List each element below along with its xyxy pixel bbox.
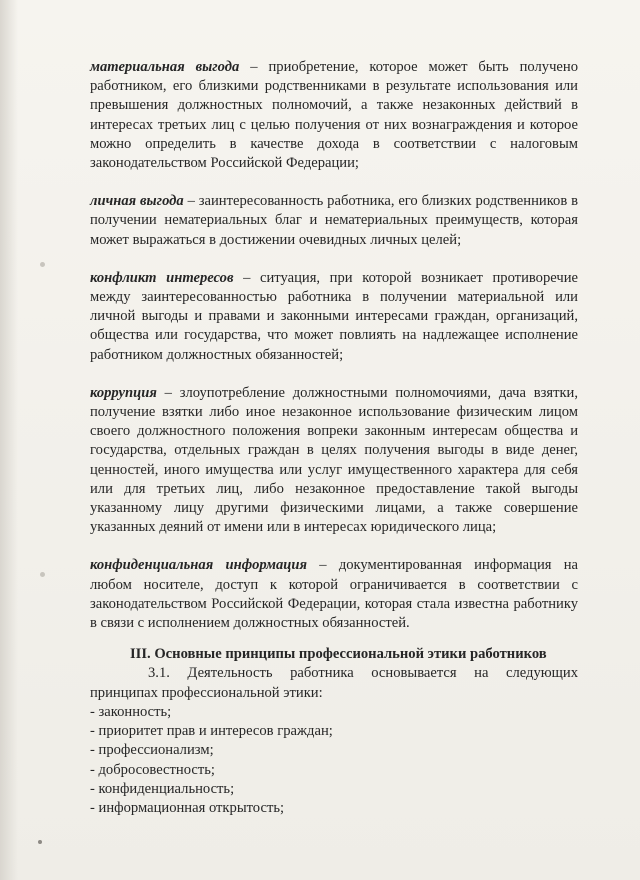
definition-paragraph (90, 192, 578, 250)
definition-term: коррупция (90, 384, 157, 401)
definition-paragraph (90, 58, 578, 173)
definition-term: конфликт интересов (90, 269, 234, 286)
section-intro: 3.1. Деятельность работника основывается на следующих принципах профессиональной этики: (90, 665, 578, 701)
definition-paragraph (90, 269, 578, 365)
principle-item: - информационная открытость; (90, 799, 285, 816)
principle-item: - приоритет прав и интересов граждан; (90, 723, 333, 740)
definition-text: – ситуация, при которой возникает противоречие между заинтересованностью работника в получении материальной или личной выгоды и правами и законными интересами граждан, организаций, общества или государства, что может повлиять на надлежащее исполнение работником должностных обязанностей; (90, 269, 579, 363)
definition-paragraph (90, 384, 578, 538)
principle-item: - конфиденциальность; (90, 780, 235, 797)
definition-term: личная выгода (90, 193, 184, 210)
principle-item: - профессионализм; (90, 742, 214, 759)
scan-speck (38, 840, 42, 844)
definition-text: – злоупотребление должностными полномочиями, дача взятки, получение взятки либо иное незаконное использование физическим лицом своего должностного положения вопреки законным интересам общества и государства, отдельных граждан в целях получения выгоды в виде денег, ценностей, иного имущества или услуг имущественного характера для себя или для третьих лиц, либо незаконное предоставление такой выгоды указанному лицу другими физическими лицами, а также совершение указанных деяний от имени или в интересах юридического лица; (90, 384, 578, 536)
principle-item: - законность; (90, 703, 172, 720)
principle-item: - добросовестность; (90, 761, 215, 778)
section-heading: III. Основные принципы профессиональной этики работников (130, 646, 547, 663)
definition-paragraph (90, 556, 578, 633)
binder-hole (40, 262, 45, 267)
definition-text: – заинтересованность работника, его близких родственников в получении нематериальных благ и нематериальных преимуществ, которая может выражаться в достижении очевидных личных целей; (90, 193, 578, 248)
definition-text: – приобретение, которое может быть получено работником, его близкими родственниками в результате использования или превышения должностных полномочий, а также незаконных действий в интересах третьих лиц с целью получения от них вознаграждения и которое можно определить в качестве дохода в соответствии с налоговым законодательством Российской Федерации; (90, 59, 578, 172)
definition-term: конфиденциальная информация (90, 557, 308, 574)
definition-text: – документированная информация на любом носителе, доступ к которой ограничивается в соответствии с законодательством Российской Федерации, которая стала известна работнику в связи с исполнением должностных обязанностей. (90, 557, 578, 632)
binder-hole (40, 572, 45, 577)
definition-term: материальная выгода (90, 59, 240, 75)
document-body (90, 58, 578, 818)
